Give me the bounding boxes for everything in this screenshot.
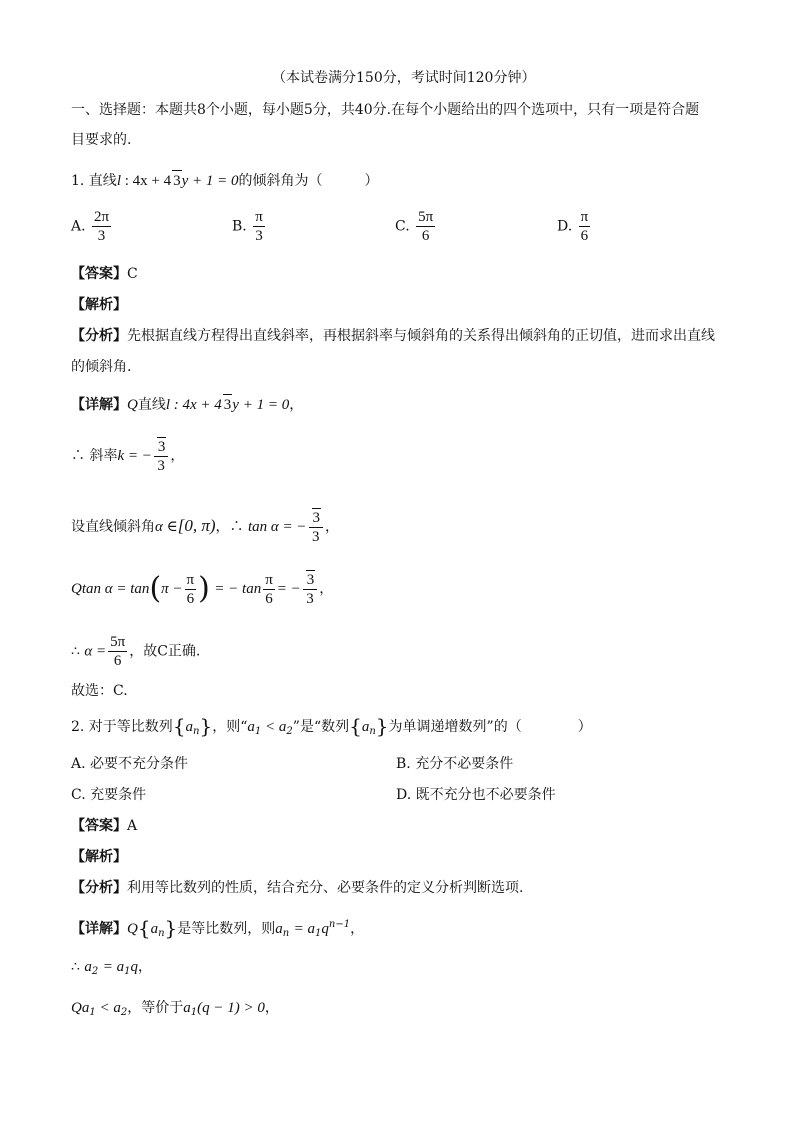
- q1-d4-inner: π −: [161, 581, 183, 597]
- q1-detail-line2: [71, 437, 184, 475]
- q2-cond-a2: a: [278, 719, 287, 735]
- right-brace: }: [375, 714, 389, 738]
- q2-prefix: 2. 对于等比数列: [71, 719, 173, 735]
- q1-detail-line1: [71, 394, 303, 415]
- q1-option-c: [395, 208, 437, 245]
- q2-option-c-letter: C.: [71, 787, 86, 803]
- frac-num: π: [580, 209, 589, 225]
- q1-d4-eq2: = − tan: [214, 581, 262, 597]
- q2-answer-value: A: [127, 818, 138, 834]
- q1-option-a-letter: A.: [71, 218, 86, 235]
- therefore-symbol: ∴: [71, 959, 80, 975]
- q2-d3-text: ，等价于: [127, 1000, 184, 1016]
- q1-option-d-letter: D.: [557, 218, 573, 235]
- q2-fenxi: [71, 878, 523, 898]
- answer-tag: 【答案】: [71, 266, 127, 282]
- frac-num: [303, 570, 318, 590]
- q1-fenxi-text: 先根据直线方程得出直线斜率，再根据斜率与倾斜角的关系得出倾斜角的正切值，进而求出直线: [127, 328, 715, 344]
- because-symbol: Q: [71, 581, 82, 597]
- right-brace: }: [199, 714, 213, 738]
- right-paren: ): [198, 571, 210, 606]
- frac-num: π: [265, 571, 273, 588]
- q2-option-b-letter: B.: [396, 756, 411, 772]
- frac-num: 5π: [418, 209, 434, 225]
- q2-cond-sub1: 1: [254, 726, 262, 737]
- q1-answer: [71, 264, 138, 284]
- frac-num: 2π: [94, 209, 110, 225]
- q1-d1-end: ，: [289, 397, 304, 413]
- frac-den: 6: [113, 653, 122, 669]
- q2-option-c-text: 充要条件: [90, 787, 147, 803]
- frac-num: [309, 508, 324, 528]
- frac-num: π: [255, 209, 263, 225]
- analysis-tag: 【解析】: [71, 297, 127, 313]
- q2-option-a-letter: A.: [71, 756, 86, 772]
- section-heading-line1: 一、选择题：本题共8个小题，每小题5分，共40分.在每个小题给出的四个选项中，只有一项是符合题: [71, 102, 700, 118]
- q1-d1-eq: [166, 397, 289, 413]
- q2-cond-sub2: 2: [286, 726, 293, 737]
- q2-analysis-tag: [71, 847, 127, 867]
- q1-choice: 故选：C.: [71, 683, 128, 699]
- q2-option-c: [71, 785, 146, 805]
- q1-detail-line3: [71, 508, 339, 546]
- section-heading-line2: 目要求的.: [71, 132, 132, 148]
- frac-num-sqrt: 3: [312, 510, 321, 526]
- q2-d3-a1b: a: [183, 1000, 191, 1016]
- q2-d1-a1-sub: 1: [315, 928, 322, 939]
- q2-seq-sub: n: [193, 726, 200, 737]
- q1-d2-eq: k = −: [117, 448, 152, 464]
- q2-d2-q: q: [130, 959, 138, 975]
- q1-detail-line4: [71, 570, 333, 608]
- q2-mid2: ”是“数列: [292, 719, 350, 735]
- q2-detail-line1: [71, 915, 364, 944]
- q1-equation: [117, 173, 239, 189]
- frac-den: 6: [265, 590, 273, 607]
- q1-option-a-frac: [92, 208, 111, 245]
- q1-sqrt: 3: [172, 170, 182, 191]
- q1-d2-frac: [154, 437, 169, 475]
- q1-d3-interval: [0, π): [177, 516, 216, 535]
- q2-d1-an-a: a: [275, 921, 283, 937]
- q2-d3-lt: <: [95, 1000, 114, 1016]
- q2-d1-text: 是等比数列，则: [177, 921, 276, 937]
- frac-den: 3: [312, 529, 320, 545]
- analysis-tag: 【解析】: [71, 849, 127, 865]
- q1-d5-text: ，故C正确.: [129, 643, 201, 660]
- q2-fenxi-text: 利用等比数列的性质，结合充分、必要条件的定义分析判断选项.: [127, 880, 524, 896]
- q1-option-a: [71, 208, 113, 245]
- q1-d4-end: ，: [319, 581, 334, 597]
- q1-d2-end: ，: [170, 448, 185, 464]
- q2-detail-line2: [71, 957, 152, 982]
- q1-d1-eq-b: y + 1 = 0: [232, 397, 290, 413]
- q1-option-b: [232, 208, 267, 245]
- q1-d4-eq1: tan α = tan: [81, 581, 150, 597]
- q1-d1-sqrt: 3: [223, 394, 233, 415]
- because-symbol: Q: [127, 921, 138, 937]
- q1-detail-line5: [71, 633, 200, 670]
- frac-num: [154, 437, 169, 457]
- frac-den: 6: [186, 590, 195, 607]
- answer-tag: 【答案】: [71, 818, 127, 834]
- frac-num-sqrt: 3: [306, 572, 315, 588]
- q1-d2-text: 斜率: [89, 448, 118, 464]
- q1-stem: [71, 170, 379, 191]
- fenxi-tag: 【分析】: [71, 880, 127, 896]
- q2-mid3: 为单调递增数列”的（ ）: [388, 719, 592, 735]
- therefore-symbol: ∴: [71, 448, 85, 464]
- q2-option-b-text: 充分不必要条件: [415, 756, 514, 772]
- q2-cond-lt: <: [261, 719, 279, 735]
- q1-suffix: 的倾斜角为（ ）: [238, 173, 379, 189]
- q1-eq-l: l: [116, 173, 121, 189]
- q1-prefix: 1. 直线: [71, 173, 117, 189]
- right-brace: }: [164, 916, 178, 940]
- q2-d1-eq: = a: [293, 921, 316, 937]
- q2-detail-line3: [71, 998, 279, 1023]
- frac-den: 3: [255, 228, 263, 244]
- q1-d4-eq3: = −: [276, 581, 301, 597]
- detail-tag: 【详解】: [71, 921, 127, 937]
- q1-option-b-letter: B.: [232, 218, 247, 235]
- q1-d1-text: 直线: [137, 397, 166, 413]
- frac-den: 6: [580, 228, 589, 244]
- q1-d4-frac-sqrt3: [303, 570, 318, 608]
- q2-d3-a1-sub: 1: [89, 1007, 96, 1018]
- therefore-symbol: ∴: [71, 643, 80, 660]
- q2-d1-end: ，: [350, 921, 365, 937]
- q2-option-b: [396, 754, 513, 774]
- q2-answer: [71, 816, 137, 836]
- because-symbol: Q: [127, 397, 138, 413]
- q2-seq-sub-2: n: [369, 726, 376, 737]
- q1-d5-eq: α =: [84, 643, 107, 660]
- q1-d4-frac-pi6: [185, 571, 197, 608]
- q1-option-d-frac: [579, 208, 591, 245]
- q2-d2-eq: = a: [102, 959, 125, 975]
- exam-note: （本试卷满分150分，考试时间120分钟）: [272, 70, 536, 86]
- q1-fenxi-line2: 的倾斜角.: [71, 359, 132, 375]
- q2-cond-a1: a: [247, 719, 255, 735]
- q1-option-d: [557, 208, 592, 245]
- q2-option-d: [396, 785, 556, 805]
- because-symbol: Q: [71, 1000, 82, 1016]
- q2-mid1: ，则“: [212, 719, 248, 735]
- frac-den: 3: [157, 458, 165, 474]
- frac-num: 5π: [110, 634, 126, 650]
- q1-answer-value: C: [127, 266, 138, 282]
- q2-d2-a1-sub: 1: [124, 966, 131, 977]
- q1-d3-frac: [309, 508, 324, 546]
- frac-den: 3: [97, 228, 106, 244]
- q1-d3-text: 设直线倾斜角: [71, 519, 155, 535]
- q2-d1-seq-sub: n: [158, 928, 165, 939]
- q2-d2-a2-sub: 2: [91, 966, 99, 977]
- left-brace: {: [137, 916, 151, 940]
- q1-d3-eq2: tan α = −: [247, 519, 307, 535]
- q2-d3-eq: (q − 1) > 0: [197, 1000, 265, 1016]
- q1-d5-frac: [108, 633, 127, 670]
- q2-seq-a-2: a: [361, 719, 370, 735]
- q2-option-d-letter: D.: [396, 787, 412, 803]
- q2-d2-end: ，: [137, 959, 152, 975]
- q2-d1-an-sub: n: [282, 928, 290, 939]
- left-paren: (: [149, 571, 162, 606]
- q1-eq-colon: : 4x + 4: [120, 173, 172, 189]
- fenxi-tag: 【分析】: [71, 328, 127, 344]
- q1-d1-eq-a: l : 4x + 4: [165, 397, 222, 413]
- q2-d1-q: q: [321, 921, 329, 937]
- q2-option-a-text: 必要不充分条件: [90, 756, 189, 772]
- q2-option-a: [71, 754, 188, 774]
- q2-d1-exp: n−1: [328, 919, 351, 930]
- q2-d1-seq-a: a: [150, 921, 159, 937]
- q2-stem: [71, 716, 592, 742]
- frac-den: 6: [421, 228, 430, 244]
- q1-d3-end: ，: [325, 519, 340, 535]
- q2-d3-a2-sub: 2: [120, 1007, 128, 1018]
- q1-option-c-letter: C.: [395, 218, 410, 235]
- frac-num-sqrt: 3: [157, 439, 166, 455]
- q2-d3-a2: a: [113, 1000, 121, 1016]
- q1-option-b-frac: [253, 208, 265, 245]
- q1-d4-frac-pi6-b: [263, 571, 275, 608]
- q2-seq-a: a: [185, 719, 194, 735]
- q2-option-d-text: 既不充分也不必要条件: [415, 787, 556, 803]
- left-brace: {: [349, 714, 362, 738]
- q2-d3-a1b-sub: 1: [190, 1007, 198, 1018]
- frac-num: π: [186, 571, 195, 588]
- q2-d3-a1: a: [81, 1000, 90, 1016]
- q1-analysis-tag: [71, 295, 127, 315]
- q2-d3-end: ，: [264, 1000, 279, 1016]
- q1-option-c-frac: [416, 208, 435, 245]
- therefore-symbol: ∴: [229, 519, 244, 535]
- detail-tag: 【详解】: [71, 397, 127, 413]
- q1-d3-eq: α ∈: [155, 519, 178, 535]
- q2-d2-a2: a: [84, 959, 92, 975]
- q1-eq-rest: y + 1 = 0: [181, 173, 239, 189]
- q1-fenxi-line1: [71, 326, 715, 346]
- q1-d3-sep: ，: [215, 519, 230, 535]
- frac-den: 3: [306, 591, 314, 607]
- left-brace: {: [172, 714, 186, 738]
